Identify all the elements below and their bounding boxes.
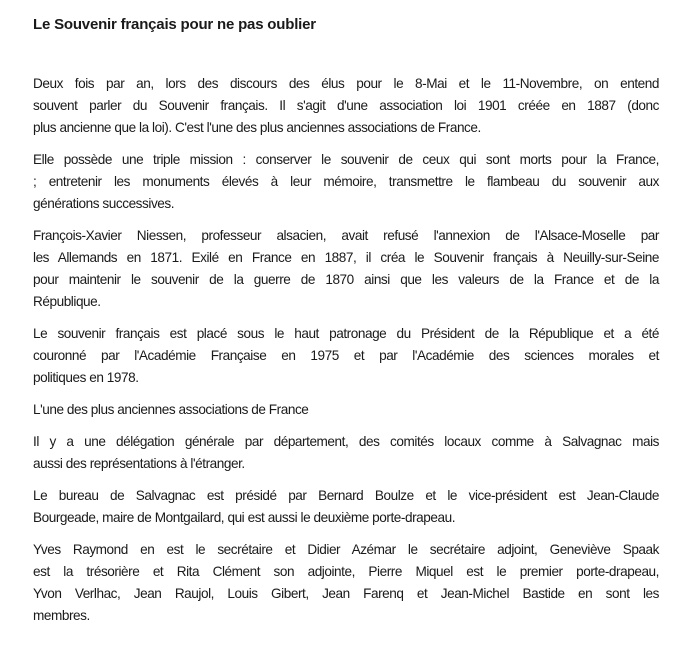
paragraph — [33, 485, 659, 529]
document-title: Le Souvenir français pour ne pas oublier — [33, 16, 316, 33]
paragraph-line: pour maintenir le souvenir de la guerre de 1870 ainsi que les valeurs de la France et de la — [33, 272, 659, 287]
paragraph — [33, 73, 659, 139]
paragraph-line: souvent parler du Souvenir français. Il s'agit d'une association loi 1901 créée en 1887 (donc — [33, 98, 659, 113]
paragraph-line: couronné par l'Académie Française en 1975 et par l'Académie des sciences morales et — [33, 348, 659, 363]
paragraph-line: politiques en 1978. — [33, 370, 139, 385]
paragraph-line: plus ancienne que la loi). C'est l'une des plus anciennes associations de France. — [33, 120, 481, 135]
paragraph-line: François-Xavier Niessen, professeur alsacien, avait refusé l'annexion de l'Alsace-Moselle par — [33, 228, 659, 243]
paragraph — [33, 399, 659, 421]
paragraph — [33, 431, 659, 475]
paragraph-line: L'une des plus anciennes associations de France — [33, 402, 309, 417]
paragraph — [33, 539, 659, 627]
paragraph-line: Yvon Verlhac, Jean Raujol, Louis Gibert, Jean Farenq et Jean-Michel Bastide en sont les — [33, 586, 659, 601]
paragraph-line: Deux fois par an, lors des discours des élus pour le 8-Mai et le 11-Novembre, on entend — [33, 76, 659, 91]
paragraph-line: est la trésorière et Rita Clément son adjointe, Pierre Miquel est le premier porte-drapeau, — [33, 564, 659, 579]
paragraph-line: République. — [33, 294, 101, 309]
paragraph-line: Il y a une délégation générale par département, des comités locaux comme à Salvagnac mais — [33, 434, 659, 449]
paragraph — [33, 225, 659, 313]
paragraph-line: Yves Raymond en est le secrétaire et Didier Azémar le secrétaire adjoint, Geneviève Spaak — [33, 542, 659, 557]
paragraph-line: Elle possède une triple mission : conserver le souvenir de ceux qui sont morts pour la France, — [33, 152, 659, 167]
paragraph-line: Le souvenir français est placé sous le haut patronage du Président de la République et a été — [33, 326, 659, 341]
document-page — [33, 14, 659, 637]
paragraph-line: les Allemands en 1871. Exilé en France en 1887, il créa le Souvenir français à Neuilly-sur-Seine — [33, 250, 659, 265]
paragraph-line: générations successives. — [33, 196, 175, 211]
paragraph — [33, 323, 659, 389]
paragraph-line: Bourgeade, maire de Montgailard, qui est aussi le deuxième porte-drapeau. — [33, 510, 456, 525]
paragraph-line: Le bureau de Salvagnac est présidé par Bernard Boulze et le vice-président est Jean-Claude — [33, 488, 659, 503]
paragraph-line: ; entretenir les monuments élevés à leur mémoire, transmettre le flambeau du souvenir aux — [33, 174, 659, 189]
document-body — [33, 73, 659, 627]
paragraph-line: membres. — [33, 608, 90, 623]
paragraph-line: aussi des représentations à l'étranger. — [33, 456, 245, 471]
paragraph — [33, 149, 659, 215]
